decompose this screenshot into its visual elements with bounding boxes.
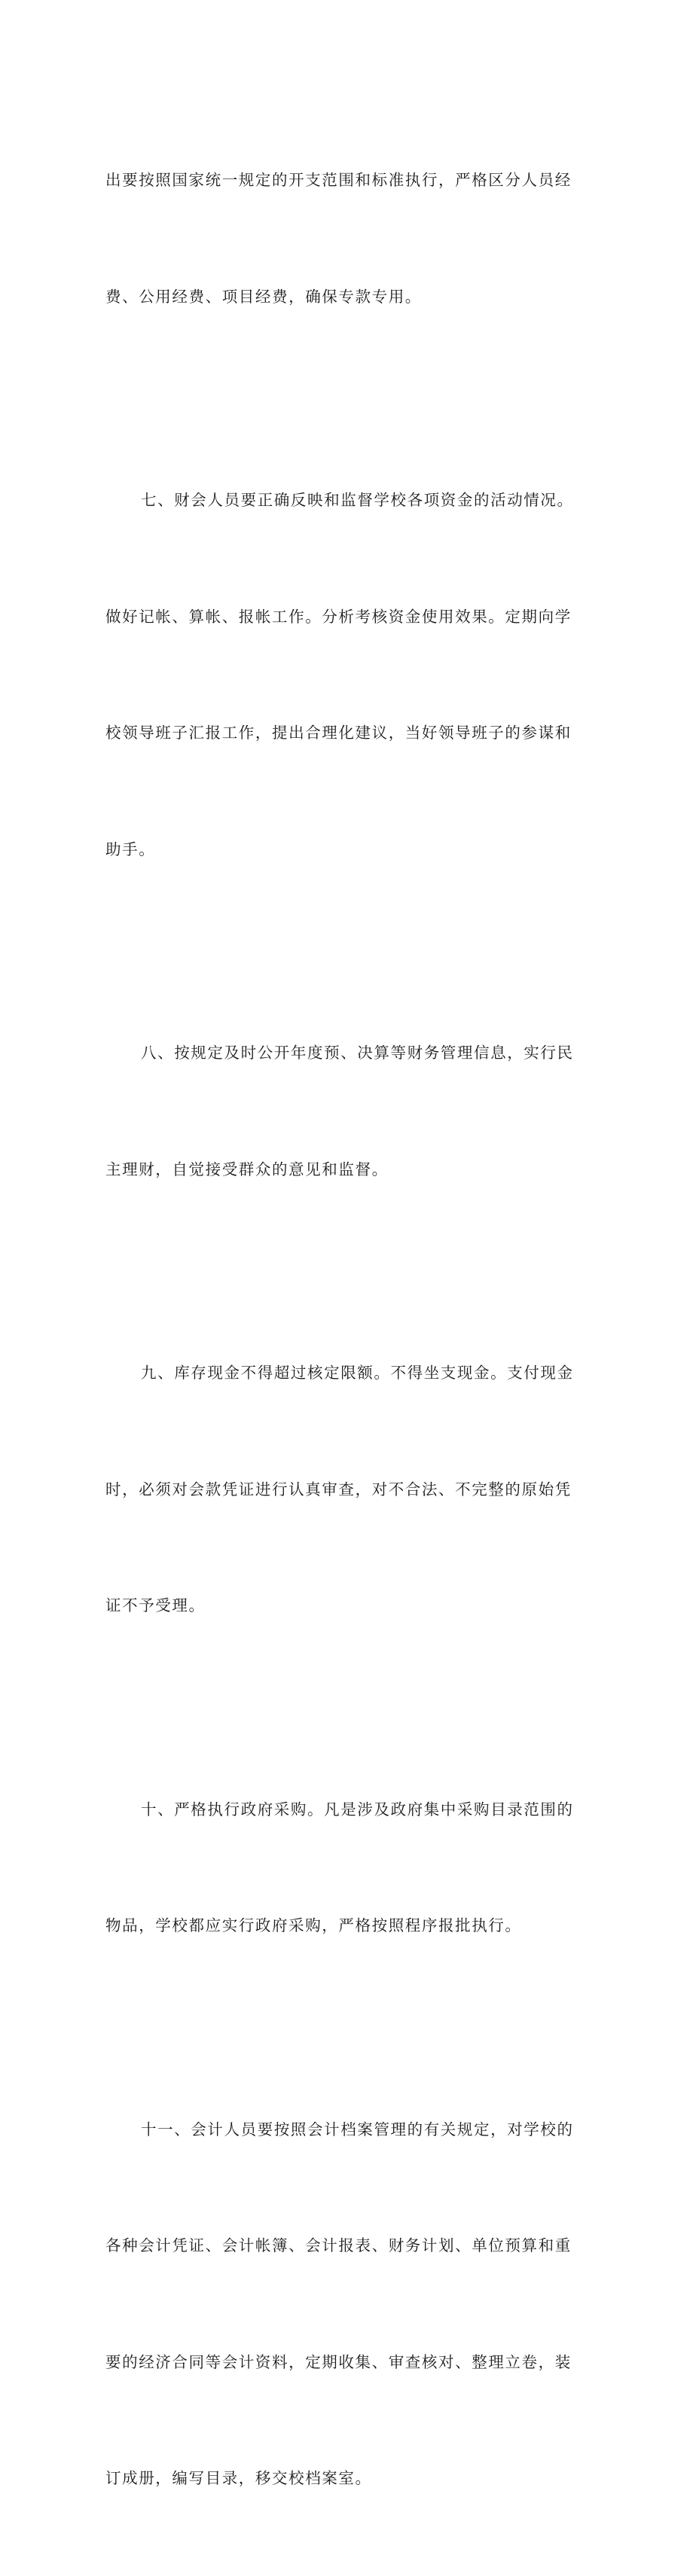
paragraph-continuation [105,84,603,394]
text-line: 主理财，自觉接受群众的意见和监督。 [105,1160,389,1178]
text-line: 各种会计凭证、会计帐簿、会计报表、财务计划、单位预算和重 [105,2236,572,2254]
text-line: 七、财会人员要正确反映和监督学校各项资金的活动情况。 [141,491,574,509]
text-line: 助手。 [105,840,156,858]
text-line: 时，必须对会款凭证进行认真审查，对不合法、不完整的原始凭 [105,1480,572,1498]
document-body [105,84,603,2576]
text-line: 十、严格执行政府采购。凡是涉及政府集中采购目录范围的 [141,1800,574,1818]
text-line: 九、库存现金不得超过核定限额。不得坐支现金。支付现金 [141,1364,574,1382]
text-line: 八、按规定及时公开年度预、决算等财务管理信息，实行民 [141,1044,574,1062]
paragraph-section-8 [105,956,603,1267]
paragraph-section-10 [105,1713,603,2023]
paragraph-section-9 [105,1276,603,1703]
text-line: 要的经济合同等会计资料，定期收集、审查核对、整理立卷，装 [105,2352,572,2371]
paragraph-section-7 [105,404,603,947]
text-line: 订成册，编写目录，移交校档案室。 [105,2469,372,2487]
text-line: 证不予受理。 [105,1596,206,1614]
text-line: 费、公用经费、项目经费，确保专款专用。 [105,287,422,306]
text-line: 出要按照国家统一规定的开支范围和标准执行，严格区分人员经 [105,171,572,189]
text-line: 十一、会计人员要按照会计档案管理的有关规定，对学校的 [141,2120,574,2139]
text-line: 校领导班子汇报工作，提出合理化建议，当好领导班子的参谋和 [105,724,572,742]
text-line: 物品，学校都应实行政府采购，严格按照程序报批执行。 [105,1916,522,1934]
text-line: 做好记帐、算帐、报帐工作。分析考核资金使用效果。定期向学 [105,607,572,626]
paragraph-section-11 [105,2033,603,2576]
